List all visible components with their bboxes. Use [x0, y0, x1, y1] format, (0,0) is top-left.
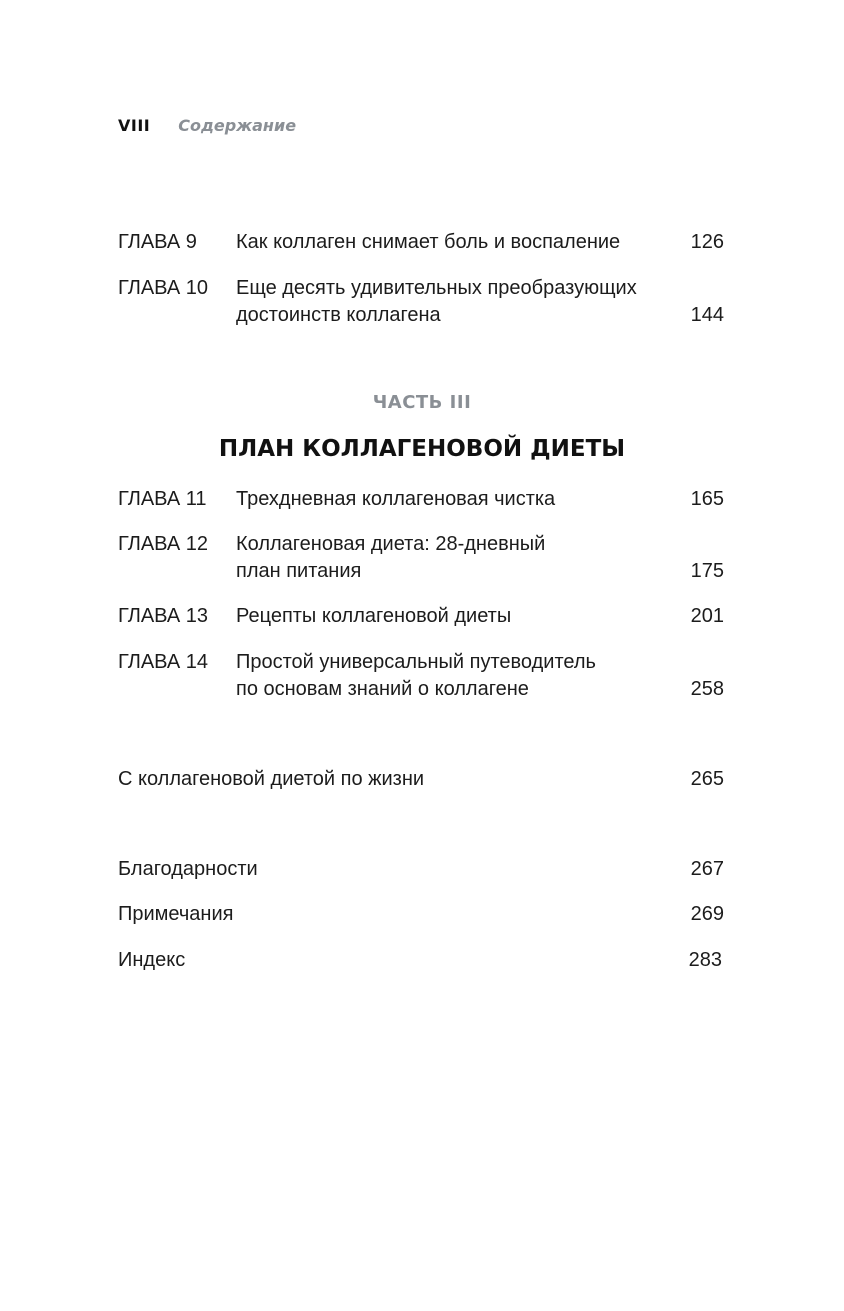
chapter-title [236, 229, 686, 256]
running-head [118, 116, 296, 140]
chapter-title-line: Коллагеновая диета: 28-дневный [236, 533, 546, 555]
toc-entry-index[interactable] [118, 947, 724, 977]
chapter-title-line: Рецепты коллагеновой диеты [236, 605, 512, 627]
part-title: ПЛАН КОЛЛАГЕНОВОЙ ДИЕТЫ [218, 436, 626, 462]
chapter-title-line: достоинств коллагена [236, 304, 441, 326]
page-number: 126 [690, 231, 724, 253]
part-label: ЧАСТЬ III [372, 392, 472, 413]
chapter-title-line: Простой универсальный путеводитель [236, 651, 596, 673]
page-number: 175 [690, 560, 724, 582]
chapter-title [236, 649, 686, 703]
chapter-title [236, 486, 686, 513]
running-head-title: Содержание [178, 116, 297, 135]
page-number: 165 [690, 488, 724, 510]
toc-entry-chapter-12[interactable] [118, 531, 724, 591]
chapter-title [236, 275, 686, 329]
page-number: 283 [688, 949, 722, 971]
chapter-title-line: Трехдневная коллагеновая чистка [236, 488, 556, 510]
chapter-label: ГЛАВА 9 [118, 231, 197, 253]
page-folio: VIII [118, 116, 151, 135]
chapter-label: ГЛАВА 12 [118, 533, 208, 555]
page-number: 269 [690, 903, 724, 925]
toc-entry-chapter-14[interactable] [118, 649, 724, 709]
page-number: 258 [690, 678, 724, 700]
chapter-title-line: Как коллаген снимает боль и воспаление [236, 231, 621, 253]
toc-entry-chapter-10[interactable] [118, 275, 724, 335]
entry-title: Индекс [118, 949, 186, 971]
chapter-title-line: план питания [236, 560, 362, 582]
toc-entry-acknowledgments[interactable] [118, 856, 724, 886]
page-number: 201 [690, 605, 724, 627]
entry-title: Благодарности [118, 858, 258, 880]
chapter-label: ГЛАВА 11 [118, 488, 207, 510]
toc-entry-afterword[interactable] [118, 766, 724, 796]
page-number: 144 [690, 304, 724, 326]
chapter-title [236, 603, 686, 630]
chapter-label: ГЛАВА 13 [118, 605, 208, 627]
chapter-title-line: Еще десять удивительных преобразующих [236, 277, 637, 299]
toc-entry-notes[interactable] [118, 901, 724, 931]
page-number: 267 [690, 858, 724, 880]
page-number: 265 [690, 768, 724, 790]
entry-title: Примечания [118, 903, 234, 925]
chapter-label: ГЛАВА 10 [118, 277, 208, 299]
chapter-title-line: по основам знаний о коллагене [236, 678, 529, 700]
entry-title: С коллагеновой диетой по жизни [118, 768, 425, 790]
chapter-title [236, 531, 686, 585]
chapter-label: ГЛАВА 14 [118, 651, 208, 673]
